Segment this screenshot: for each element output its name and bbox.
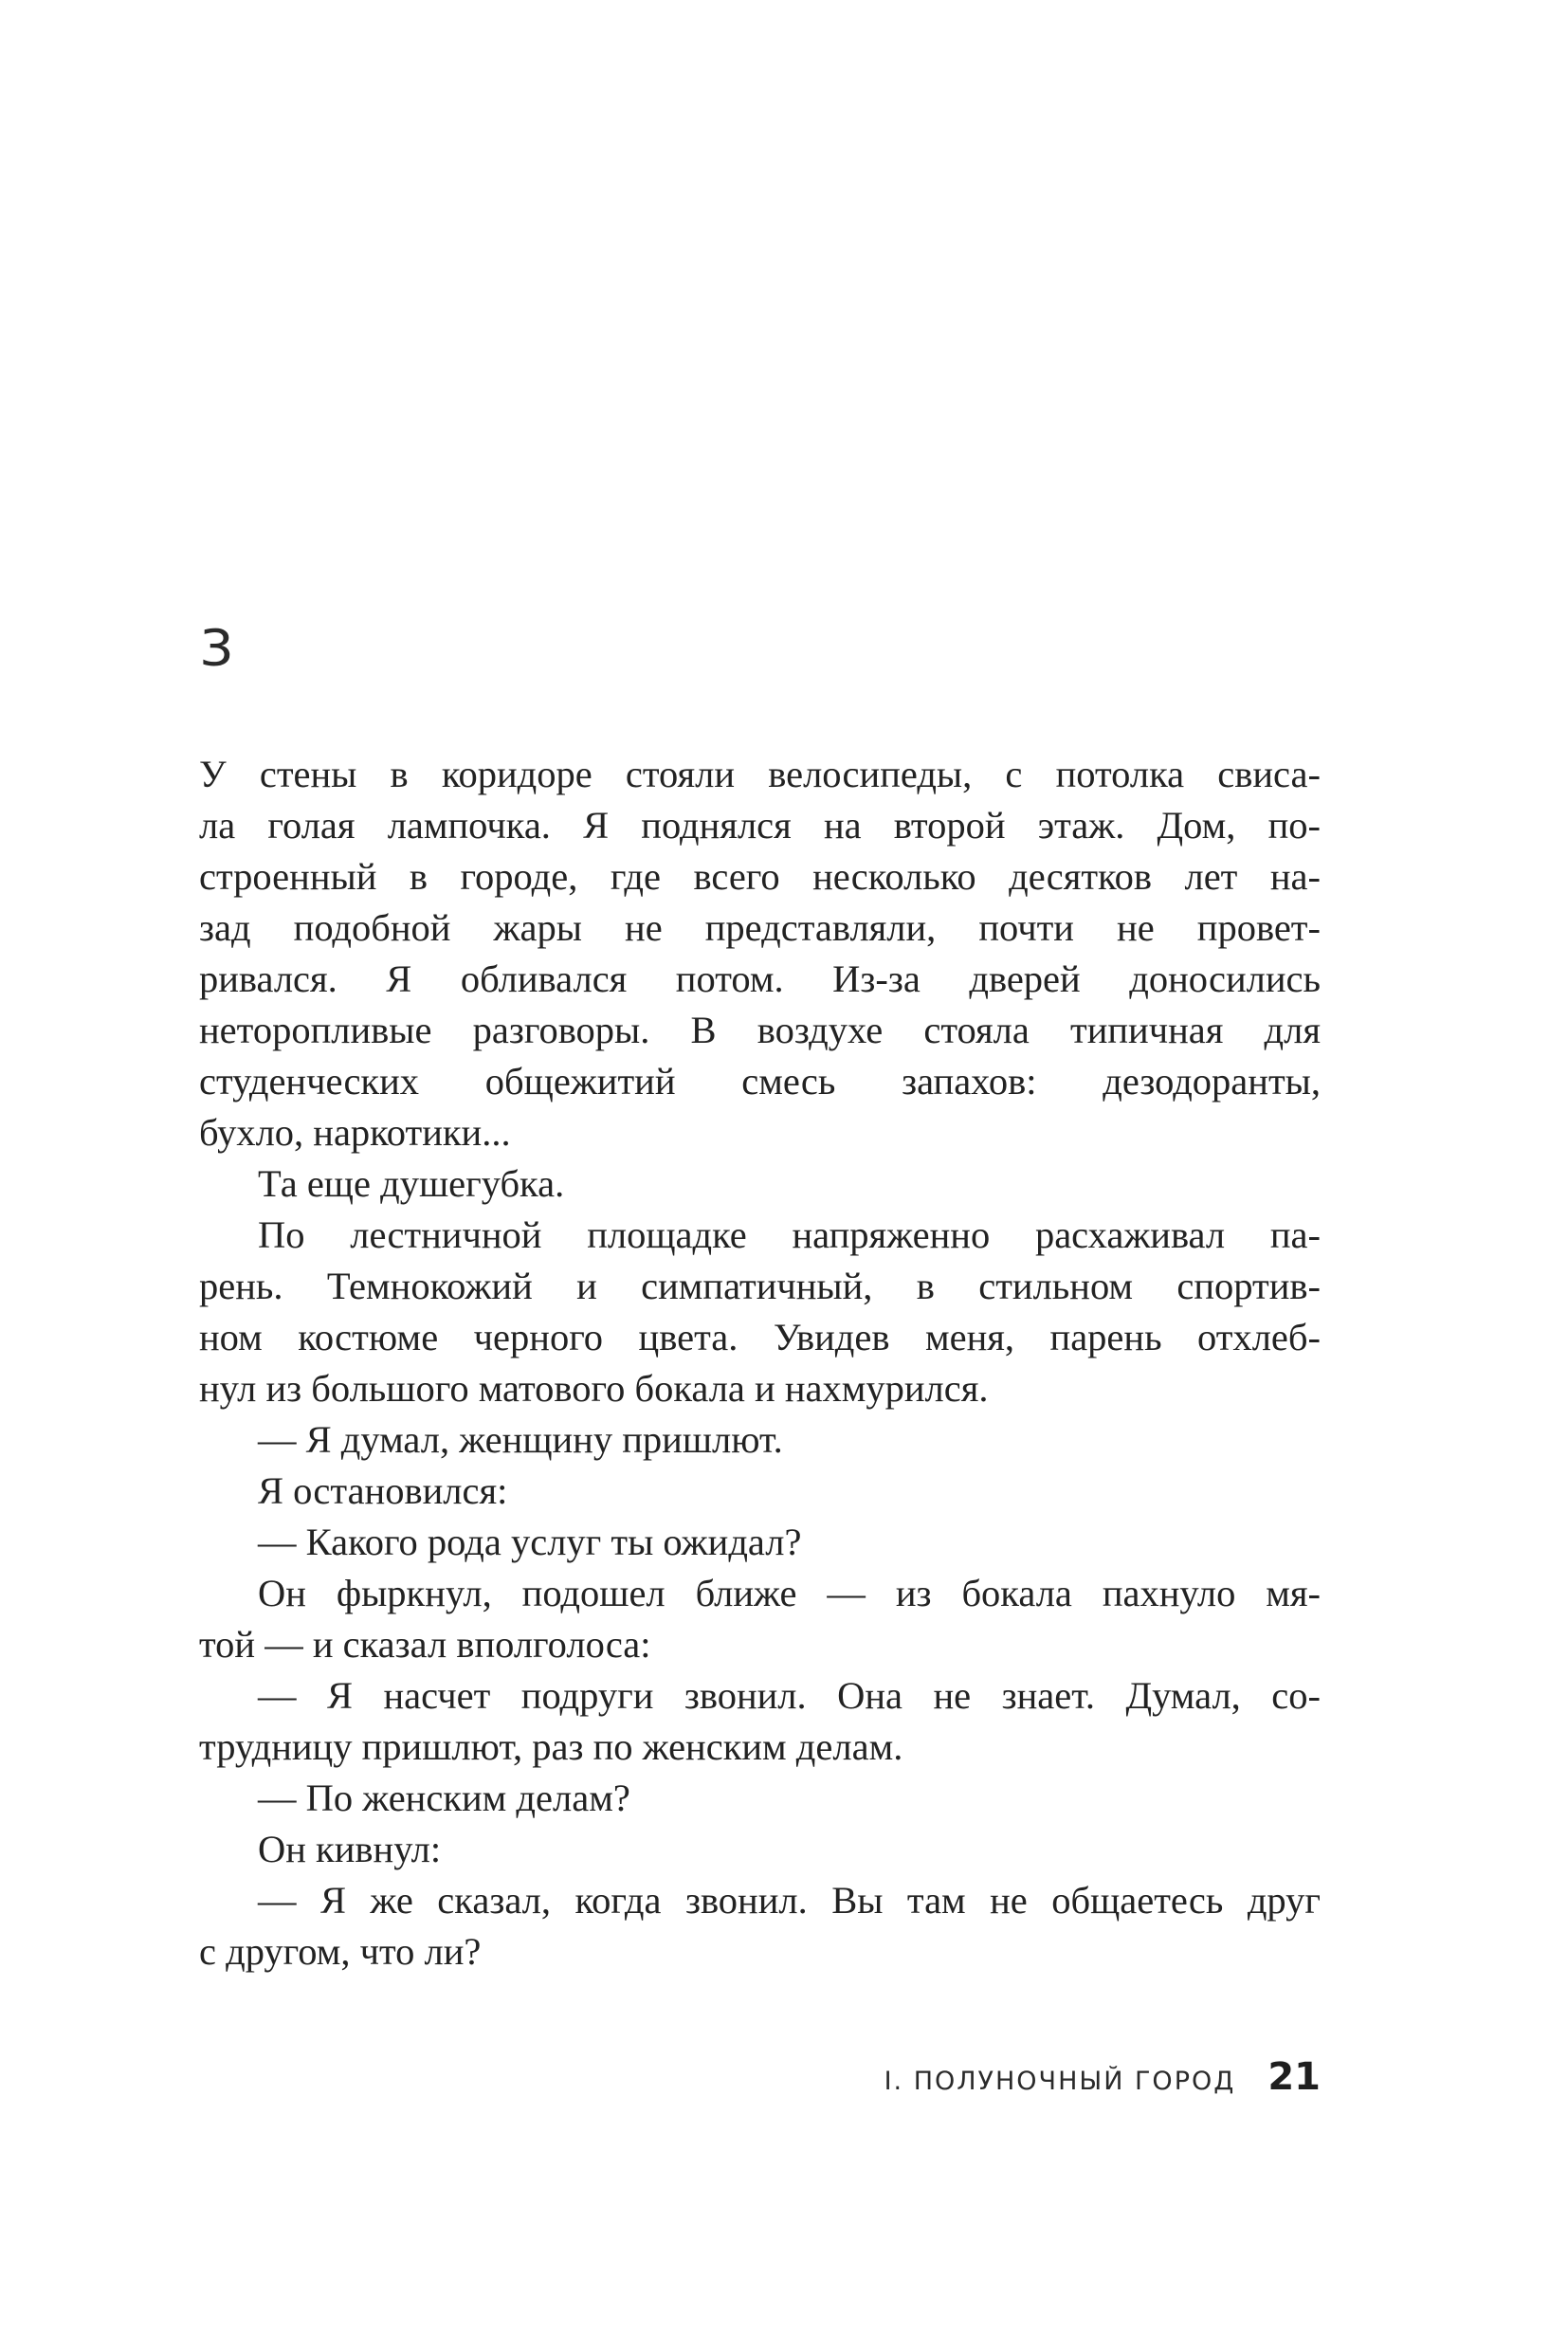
text-line: — По женским делам? [258,1777,630,1819]
paragraph [199,749,1321,1158]
text-line: — Я насчет подруги звонил. Она не знает. Думал, со- [258,1674,1321,1717]
text-line: Он кивнул: [258,1828,442,1870]
text-line: У стены в коридоре стояли велосипеды, с потолка свиса- [199,753,1321,795]
chapter-number: 3 [199,619,236,678]
paragraph [199,1568,1321,1670]
paragraph [199,1210,1321,1414]
paragraph [199,1670,1321,1773]
text-line: ривался. Я обливался потом. Из-за дверей доносились [199,957,1321,1000]
text-line: той — и сказал вполголоса: [199,1623,651,1666]
text-line: ла голая лампочка. Я поднялся на второй этаж. Дом, по- [199,804,1321,847]
text-line: рень. Темнокожий и симпатичный, в стильном спортив- [199,1265,1321,1307]
text-line: — Я же сказал, когда звонил. Вы там не общаетесь друг [258,1879,1321,1922]
text-line: — Какого рода услуг ты ожидал? [258,1521,802,1563]
page-footer [0,2055,1321,2099]
text-line: нул из большого матового бокала и нахмурился. [199,1367,989,1410]
paragraph [199,1875,1321,1977]
text-line: — Я думал, женщину пришлют. [258,1418,783,1461]
page-number: 21 [1267,2055,1321,2099]
paragraph [199,1824,1321,1875]
body-text [199,749,1321,1977]
paragraph [199,1517,1321,1568]
text-line: студенческих общежитий смесь запахов: дезодоранты, [199,1060,1321,1103]
text-line: Я остановился: [258,1469,508,1512]
text-line: По лестничной площадке напряженно расхаживал па- [258,1213,1321,1256]
text-line: бухло, наркотики... [199,1111,511,1154]
paragraph [199,1466,1321,1517]
running-title: I. ПОЛУНОЧНЫЙ ГОРОД [884,2067,1236,2096]
paragraph [199,1414,1321,1466]
text-line: Та еще душегубка. [258,1162,565,1205]
paragraph [199,1773,1321,1824]
paragraph [199,1158,1321,1210]
text-line: Он фыркнул, подошел ближе — из бокала пахнуло мя- [258,1572,1321,1614]
text-line: ном костюме черного цвета. Увидев меня, парень отхлеб- [199,1316,1321,1358]
text-line: с другом, что ли? [199,1930,482,1973]
text-line: трудницу пришлют, раз по женским делам. [199,1725,903,1768]
text-line: неторопливые разговоры. В воздухе стояла типичная для [199,1009,1321,1051]
text-line: зад подобной жары не представляли, почти не провет- [199,906,1321,949]
text-line: строенный в городе, где всего несколько десятков лет на- [199,855,1321,898]
